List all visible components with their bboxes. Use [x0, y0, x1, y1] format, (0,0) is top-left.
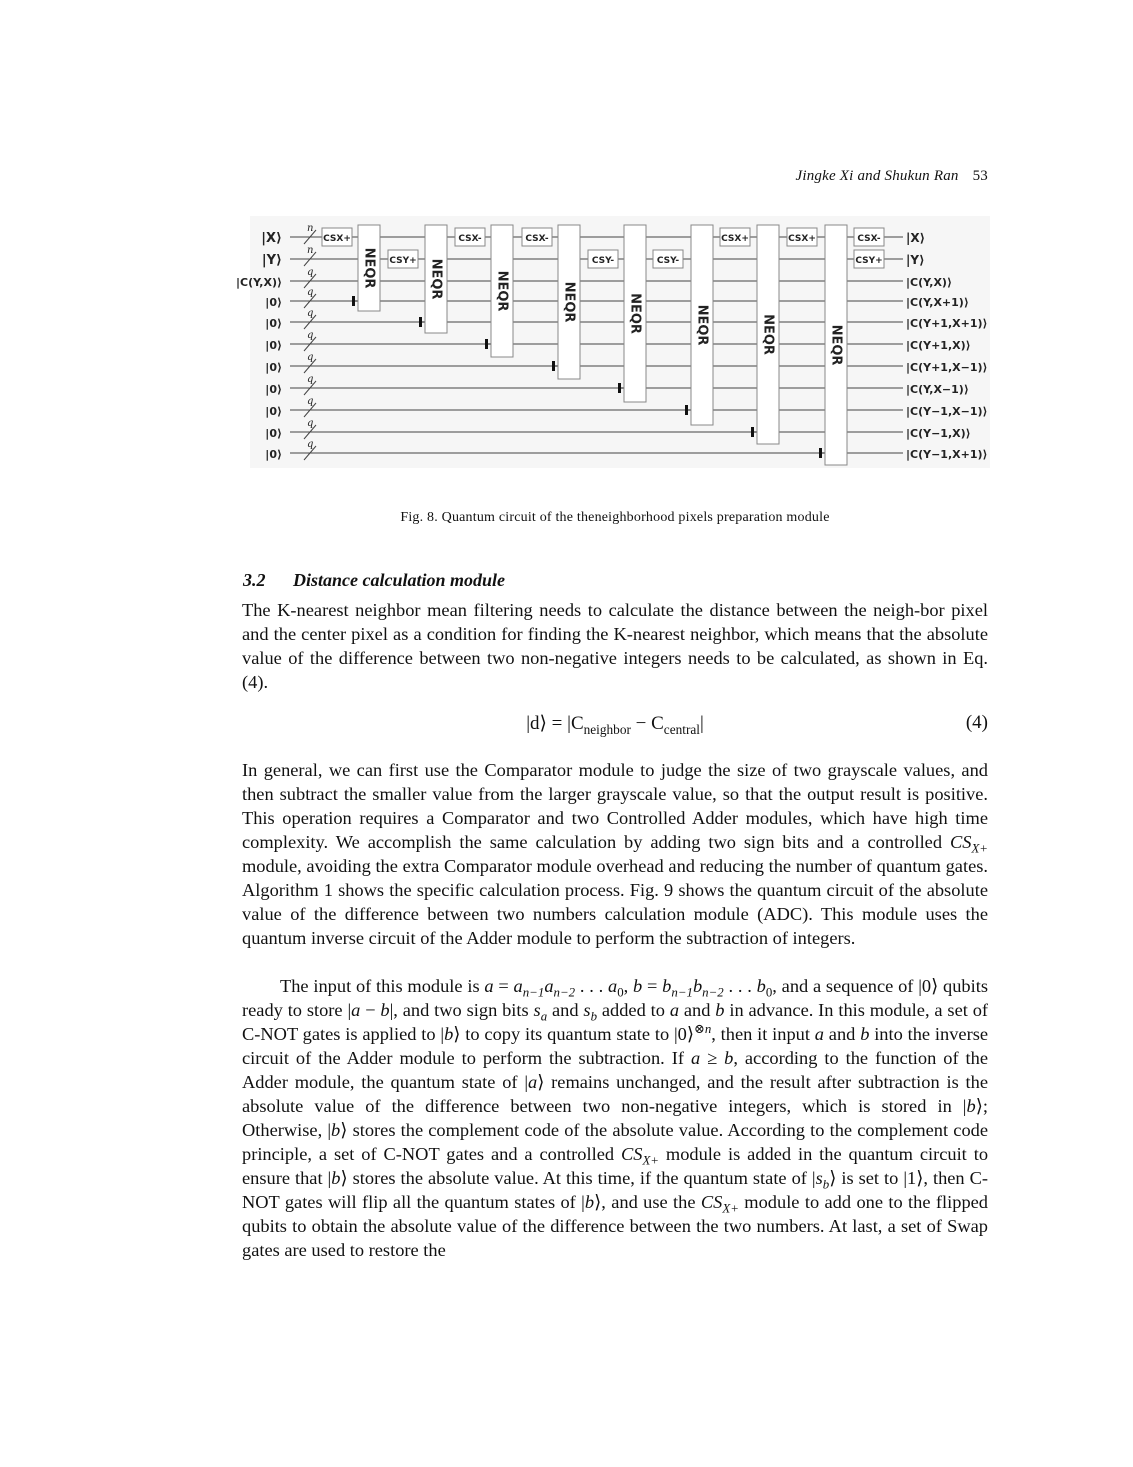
- bus-width-label: q: [307, 308, 314, 319]
- input-label: |0⟩: [265, 448, 282, 461]
- output-label: |C(Y,X+1)⟩: [906, 296, 969, 309]
- bus-width-label: q: [307, 287, 314, 298]
- input-label: |Y⟩: [261, 253, 282, 268]
- cs-gate-label: CSX+: [721, 234, 749, 244]
- bus-width-label: q: [307, 374, 314, 385]
- bus-width-label: q: [307, 352, 314, 363]
- neqr-label: NEQR: [561, 281, 577, 323]
- cs-gate-label: CSY-: [591, 256, 615, 266]
- input-label: |0⟩: [265, 361, 282, 374]
- quantum-circuit-figure: [0, 0, 1133, 500]
- control-dot: [419, 317, 422, 327]
- output-label: |C(Y+1,X+1)⟩: [906, 317, 988, 330]
- bus-width-label: n: [307, 245, 314, 256]
- bus-width-label: q: [307, 396, 314, 407]
- neqr-label: NEQR: [828, 324, 844, 366]
- header-authors: Jingke Xi and Shukun Ran: [795, 168, 959, 184]
- figure-caption: Fig. 8. Quantum circuit of the theneighborhood pixels preparation module: [400, 510, 830, 525]
- paragraph-module-input: The input of this module is $a = a_{n-1}a_{n-2}$ . . . $a_0$, $b = b_{n-1}b_{n-2}$ . . . $b_0$, and a sequence of |0⟩ qubits ready to store |a − b|, and two sign bits $s_a$ and $s_b$ added to a and b in advance. In this module, a set of C-NOT gates is applied to |b⟩ to copy its quantum state to |0⟩$^{\otimes n}$, then it input a and b into the inverse circuit of the Adder module to perform the subtraction. If a ≥ b, according to the function of the Adder module, the quantum state of |a⟩ remains unchanged, and the result after subtraction is the absolute value of the difference between two non-negative integers, which is stored in |b⟩; Otherwise, |b⟩ stores the complement code of the absolute value. According to the complement code principle, a set of C-NOT gates and a controlled $CS_{X+}$ module is added in the quantum circuit to ensure that |b⟩ stores the absolute value. At this time, if the quantum state of $|s_b⟩$ is set to |1⟩, then C-NOT gates will flip all the quantum states of |b⟩, and use the $CS_{X+}$ module to add one to the flipped qubits to obtain the absolute value of the difference between the two numbers. At last, a set of Swap gates are used to restore the: [242, 976, 989, 1260]
- bus-width-label: q: [307, 439, 314, 450]
- bus-width-label: q: [307, 267, 314, 278]
- equation-4: [242, 712, 988, 738]
- section-number: 3.2: [243, 570, 266, 590]
- input-label: |0⟩: [265, 383, 282, 396]
- control-dot: [352, 296, 355, 306]
- bus-width-label: q: [307, 330, 314, 341]
- paragraph-general: In general, we can first use the Comparator module to judge the size of two grayscale values, and then subtract the smaller value from the larger grayscale value, so that the output result is positive. This operation requires a Comparator and two Controlled Adder modules, which have high time complexity. We accomplish the same calculation by adding two sign bits and a controlled $CS_{X+}$ module, avoiding the extra Comparator module overhead and reducing the number of quantum gates. Algorithm 1 shows the specific calculation process. Fig. 9 shows the quantum circuit of the absolute value of the difference between two numbers calculation module (ADC). This module uses the quantum inverse circuit of the Adder module to perform the subtraction of integers.: [242, 760, 988, 948]
- output-label: |C(Y,X−1)⟩: [906, 383, 969, 396]
- control-dot: [685, 405, 688, 415]
- output-label: |C(Y+1,X−1)⟩: [906, 361, 988, 374]
- input-label: |0⟩: [265, 405, 282, 418]
- bus-width-label: n: [307, 223, 314, 234]
- input-label: |0⟩: [265, 317, 282, 330]
- neqr-label: NEQR: [694, 304, 710, 346]
- output-label: |C(Y−1,X−1)⟩: [906, 405, 988, 418]
- cs-gate-label: CSX-: [458, 234, 482, 244]
- neqr-label: NEQR: [428, 258, 444, 300]
- neqr-label: NEQR: [494, 270, 510, 312]
- control-dot: [819, 448, 822, 458]
- output-label: |Y⟩: [906, 253, 925, 267]
- control-dot: [552, 361, 555, 371]
- output-label: |C(Y−1,X+1)⟩: [906, 448, 988, 461]
- control-dot: [618, 383, 621, 393]
- input-label: |0⟩: [265, 339, 282, 352]
- cs-gate-label: CSY+: [855, 256, 883, 266]
- section-title: Distance calculation module: [293, 570, 506, 590]
- output-label: |C(Y+1,X)⟩: [906, 339, 971, 352]
- cs-gate-label: CSX+: [323, 234, 351, 244]
- output-label: |X⟩: [906, 231, 926, 245]
- cs-gate-label: CSY+: [389, 256, 417, 266]
- cs-gate-label: CSY-: [656, 256, 680, 266]
- input-label: |C(Y,X)⟩: [236, 276, 282, 289]
- paragraph-intro: The K-nearest neighbor mean filtering needs to calculate the distance between the neigh-bor pixel and the center pixel as a condition for finding the K-nearest neighbor, which means that the absolute value of the difference between two non-negative integers needs to be calculated, as shown in Eq. (4).: [242, 600, 988, 692]
- section-heading: [243, 570, 505, 591]
- equation-body: |d⟩ = $|C_{neighbor} - C_{central}|$: [526, 713, 704, 737]
- cs-gate-label: CSX-: [857, 234, 881, 244]
- bus-width-label: q: [307, 418, 314, 429]
- control-dot: [751, 427, 754, 437]
- cs-gate-label: CSX+: [788, 234, 816, 244]
- cs-gate-label: CSX-: [525, 234, 549, 244]
- control-dot: [485, 339, 488, 349]
- equation-number: (4): [965, 712, 988, 733]
- neqr-label: NEQR: [361, 247, 377, 289]
- output-label: |C(Y−1,X)⟩: [906, 427, 971, 440]
- input-label: |0⟩: [265, 296, 282, 309]
- neqr-label: NEQR: [760, 314, 776, 355]
- neqr-label: NEQR: [627, 293, 643, 334]
- input-label: |X⟩: [261, 231, 282, 246]
- output-label: |C(Y,X)⟩: [906, 276, 952, 289]
- input-label: |0⟩: [265, 427, 282, 440]
- page-number: 53: [972, 168, 988, 184]
